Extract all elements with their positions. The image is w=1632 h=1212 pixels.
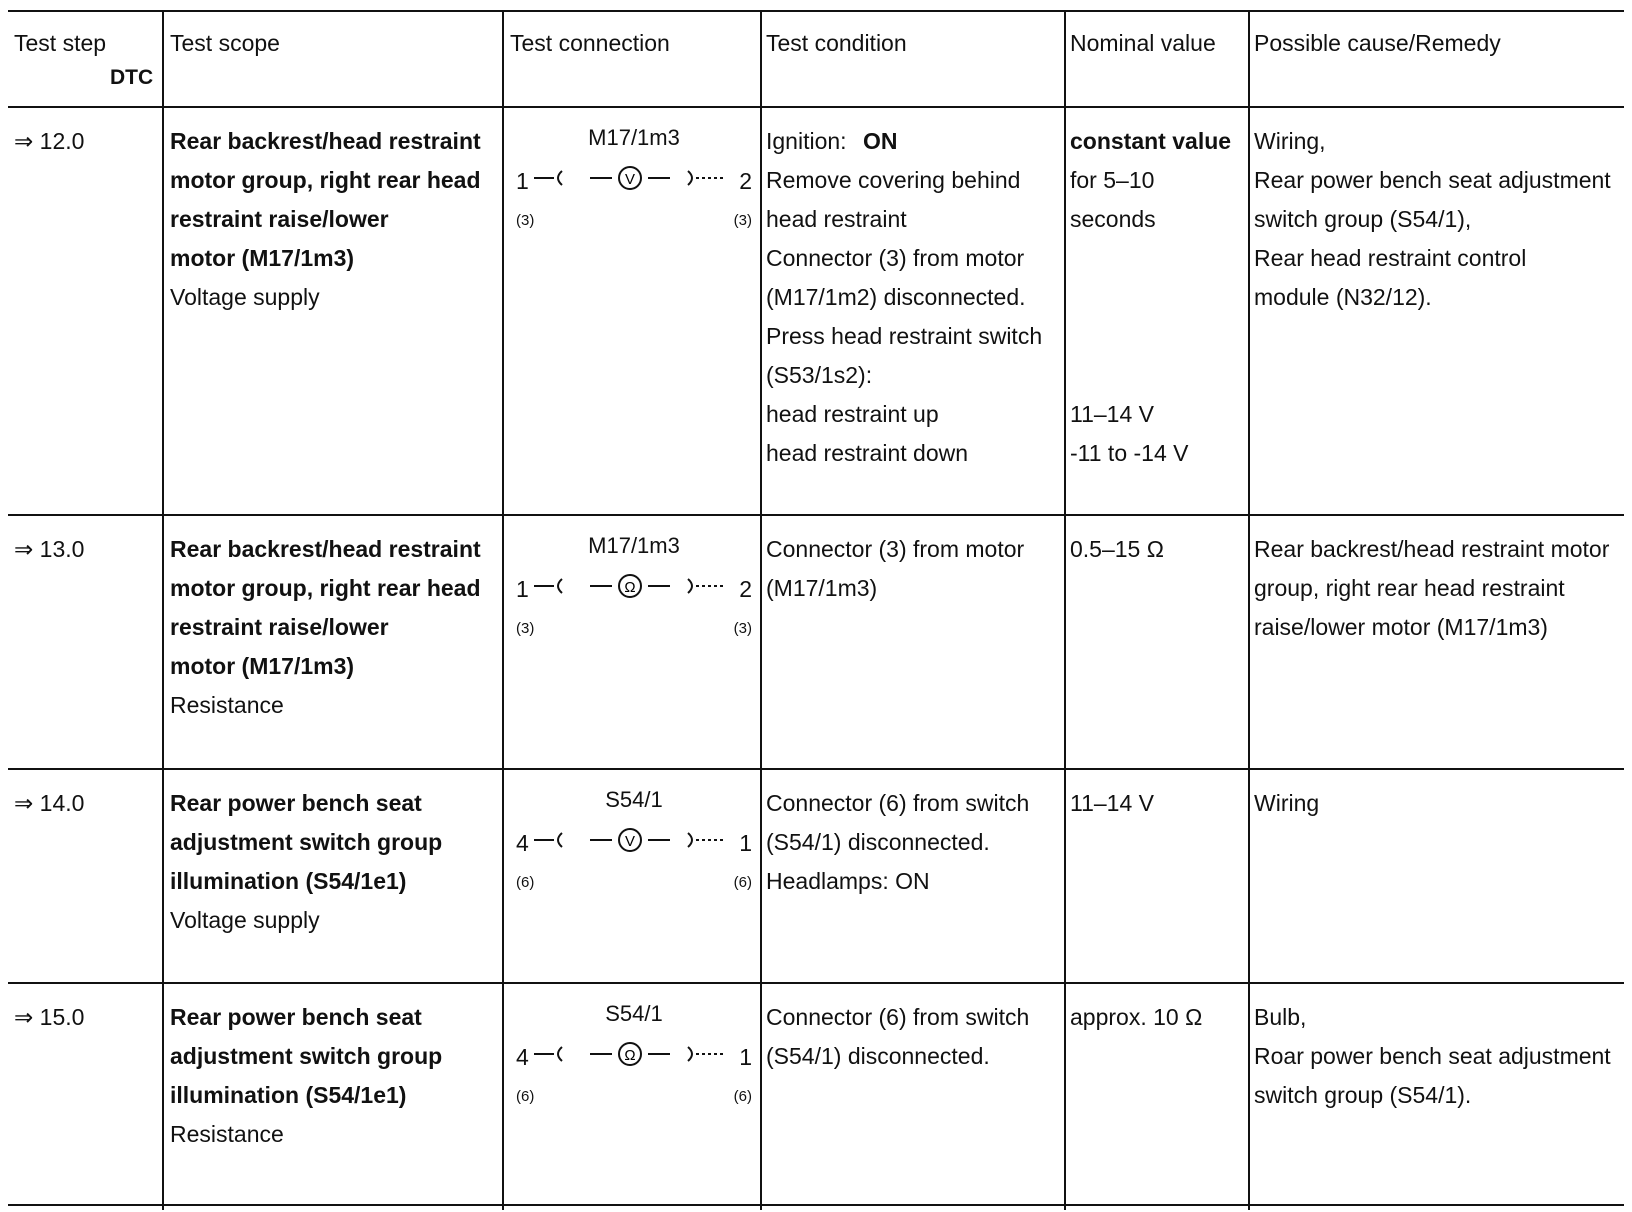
- possible-cause-line: Bulb,: [1254, 1004, 1307, 1030]
- possible-cause-line: group, right rear head restraint: [1254, 575, 1565, 601]
- test-condition-line: (S53/1s2):: [766, 362, 873, 388]
- row-divider: [8, 982, 1624, 984]
- test-condition-line: (S54/1) disconnected.: [766, 1043, 990, 1069]
- col-divider: [760, 10, 762, 1210]
- pin-right: 2: [739, 576, 752, 602]
- nominal-value-line: 11–14 V: [1070, 790, 1154, 816]
- plug-right: [688, 171, 692, 185]
- nominal-value-line: 11–14 V: [1070, 401, 1154, 427]
- row-divider: [8, 10, 1624, 12]
- connector-left: (6): [516, 874, 535, 891]
- test-scope-title-line: illumination (S54/1e1): [170, 868, 407, 894]
- connector-left: (3): [516, 620, 535, 637]
- component-label: M17/1m3: [588, 125, 680, 150]
- plug-right: [688, 579, 692, 593]
- pin-left: 1: [516, 168, 529, 194]
- component-label: S54/1: [605, 787, 663, 812]
- possible-cause-line: module (N32/12).: [1254, 284, 1432, 310]
- header-possible-cause: Possible cause/Remedy: [1254, 30, 1501, 56]
- connector-right: (3): [733, 620, 752, 637]
- test-condition-line: Headlamps: ON: [766, 868, 930, 894]
- test-condition-line: Connector (3) from motor: [766, 536, 1025, 562]
- test-scope-title-line: Rear backrest/head restraint: [170, 536, 481, 562]
- test-scope-type: Resistance: [170, 692, 284, 718]
- connector-right: (6): [733, 1088, 752, 1105]
- test-condition-line: Connector (6) from switch: [766, 1004, 1030, 1030]
- test-connection-diagram: [510, 124, 758, 234]
- test-scope-title-line: motor group, right rear head: [170, 167, 481, 193]
- nominal-value-line: approx. 10 Ω: [1070, 1004, 1203, 1030]
- voltmeter-icon: [532, 820, 728, 860]
- col-divider: [162, 10, 164, 1210]
- ohmmeter-icon: [532, 566, 728, 606]
- test-scope-title-line: motor group, right rear head: [170, 575, 481, 601]
- test-table: [8, 10, 1624, 1210]
- ignition-state: ON: [856, 128, 898, 154]
- plug-left: [558, 171, 562, 185]
- test-scope-title-line: Rear power bench seat: [170, 1004, 422, 1030]
- plug-left: [558, 579, 562, 593]
- test-step-number: ⇒ 13.0: [14, 536, 85, 562]
- possible-cause-line: switch group (S54/1).: [1254, 1082, 1472, 1108]
- test-scope-title-line: restraint raise/lower: [170, 614, 389, 640]
- test-scope-title-line: motor (M17/1m3): [170, 245, 355, 271]
- possible-cause-line: Wiring,: [1254, 128, 1326, 154]
- plug-right: [688, 833, 692, 847]
- pin-right: 2: [739, 168, 752, 194]
- test-scope-title-line: Rear backrest/head restraint: [170, 128, 481, 154]
- test-scope-title-line: restraint raise/lower: [170, 206, 389, 232]
- test-condition-line: (S54/1) disconnected.: [766, 829, 990, 855]
- test-condition-line: Press head restraint switch: [766, 323, 1043, 349]
- test-scope-title-line: adjustment switch group: [170, 829, 443, 855]
- pin-right: 1: [739, 830, 752, 856]
- nominal-value-line: constant value: [1070, 128, 1232, 154]
- component-label: M17/1m3: [588, 533, 680, 558]
- nominal-value-line: -11 to -14 V: [1070, 440, 1189, 466]
- test-condition-line: head restraint down: [766, 440, 969, 466]
- nominal-value-line: seconds: [1070, 206, 1156, 232]
- meter-symbol: Ω: [624, 579, 636, 596]
- test-connection-diagram: [510, 786, 758, 896]
- test-step-number: ⇒ 15.0: [14, 1004, 85, 1030]
- test-scope-type: Voltage supply: [170, 907, 320, 933]
- pin-left: 4: [516, 830, 529, 856]
- header-test-scope: Test scope: [170, 30, 280, 56]
- row-divider: [8, 106, 1624, 108]
- pin-right: 1: [739, 1044, 752, 1070]
- test-condition-line: Remove covering behind: [766, 167, 1021, 193]
- nominal-value-line: for 5–10: [1070, 167, 1155, 193]
- meter-symbol: V: [624, 171, 636, 188]
- pin-left: 1: [516, 576, 529, 602]
- header-dtc: DTC: [110, 66, 154, 89]
- test-condition-line: head restraint: [766, 206, 907, 232]
- test-step-number: ⇒ 14.0: [14, 790, 85, 816]
- test-condition-line: head restraint up: [766, 401, 939, 427]
- connector-right: (6): [733, 874, 752, 891]
- test-condition-line: Connector (3) from motor: [766, 245, 1025, 271]
- test-condition-line: Ignition: ON: [766, 128, 898, 154]
- plug-right: [688, 1047, 692, 1061]
- possible-cause-line: switch group (S54/1),: [1254, 206, 1472, 232]
- test-connection-diagram: [510, 532, 758, 642]
- test-condition-line: (M17/1m3): [766, 575, 878, 601]
- plug-left: [558, 1047, 562, 1061]
- nominal-value-line: 0.5–15 Ω: [1070, 536, 1164, 562]
- col-divider: [502, 10, 504, 1210]
- test-connection-diagram: [510, 1000, 758, 1110]
- header-test-connection: Test connection: [510, 30, 670, 56]
- header-nominal-value: Nominal value: [1070, 30, 1216, 56]
- possible-cause-line: Roar power bench seat adjustment: [1254, 1043, 1611, 1069]
- test-scope-title-line: illumination (S54/1e1): [170, 1082, 407, 1108]
- voltmeter-icon: [532, 158, 728, 198]
- possible-cause-line: Rear power bench seat adjustment: [1254, 167, 1611, 193]
- row-divider: [8, 768, 1624, 770]
- pin-left: 4: [516, 1044, 529, 1070]
- col-divider: [1064, 10, 1066, 1210]
- test-step-number: ⇒ 12.0: [14, 128, 85, 154]
- test-scope-title-line: Rear power bench seat: [170, 790, 422, 816]
- connector-right: (3): [733, 212, 752, 229]
- test-condition-line: (M17/1m2) disconnected.: [766, 284, 1026, 310]
- test-scope-title-line: adjustment switch group: [170, 1043, 443, 1069]
- meter-symbol: Ω: [624, 1047, 636, 1064]
- ohmmeter-icon: [532, 1034, 728, 1074]
- possible-cause-line: Rear head restraint control: [1254, 245, 1527, 271]
- test-condition-line: Connector (6) from switch: [766, 790, 1030, 816]
- connector-left: (6): [516, 1088, 535, 1105]
- header-test-condition: Test condition: [766, 30, 907, 56]
- col-divider: [1248, 10, 1250, 1210]
- row-divider: [8, 514, 1624, 516]
- meter-symbol: V: [624, 833, 636, 850]
- row-divider: [8, 1204, 1624, 1206]
- test-scope-title-line: motor (M17/1m3): [170, 653, 355, 679]
- header-test-step: Test step: [14, 30, 107, 56]
- component-label: S54/1: [605, 1001, 663, 1026]
- test-scope-type: Voltage supply: [170, 284, 320, 310]
- test-scope-type: Resistance: [170, 1121, 284, 1147]
- possible-cause-line: Rear backrest/head restraint motor: [1254, 536, 1610, 562]
- possible-cause-line: raise/lower motor (M17/1m3): [1254, 614, 1548, 640]
- connector-left: (3): [516, 212, 535, 229]
- plug-left: [558, 833, 562, 847]
- possible-cause-line: Wiring: [1254, 790, 1320, 816]
